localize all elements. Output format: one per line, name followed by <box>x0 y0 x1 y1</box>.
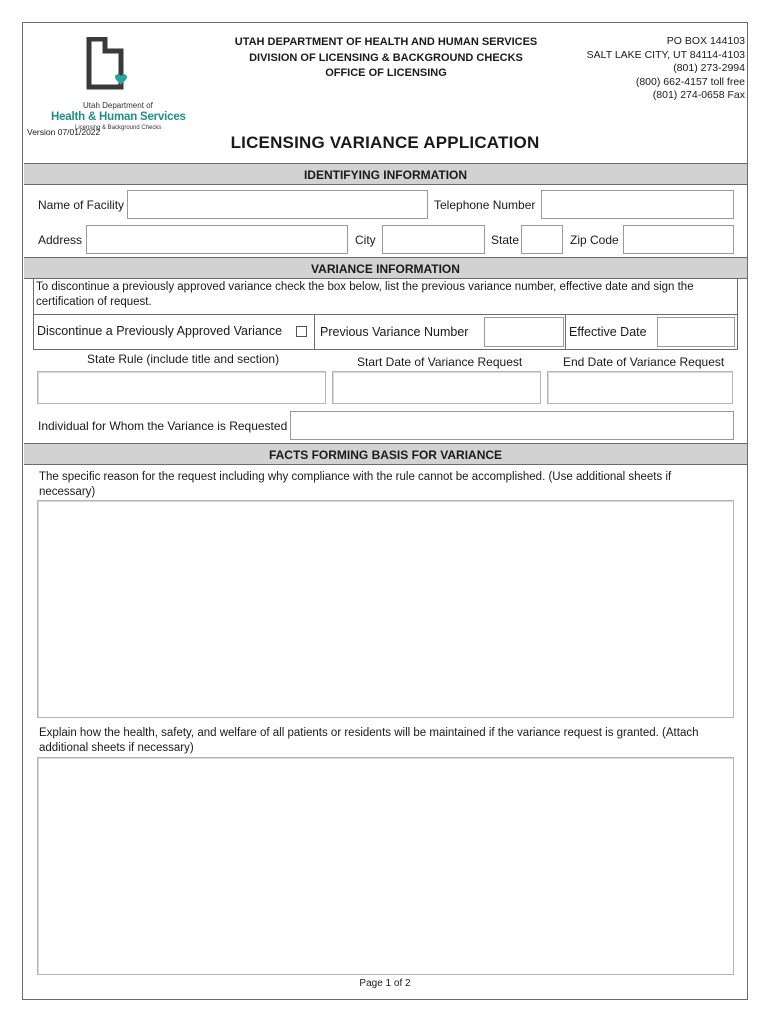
state-label: State <box>491 233 520 247</box>
address-line-1: PO BOX 144103 <box>666 35 745 47</box>
mailing-address <box>587 35 745 103</box>
address-line-3: (801) 273-2994 <box>673 62 745 74</box>
divider-2 <box>565 315 566 349</box>
discontinue-label: Discontinue a Previously Approved Variance <box>37 324 283 338</box>
zip-input[interactable] <box>623 225 734 254</box>
city-label: City <box>355 233 376 247</box>
individual-label: Individual for Whom the Variance is Requested <box>38 419 288 433</box>
facility-label: Name of Facility <box>38 198 125 212</box>
reason-prompt: The specific reason for the request including why compliance with the rule cannot be accomplished. (Use additional sheets if necessary) <box>39 471 672 498</box>
header-line-1: UTAH DEPARTMENT OF HEALTH AND HUMAN SERVICES <box>234 36 538 48</box>
header-line-3: OFFICE OF LICENSING <box>325 67 447 79</box>
agency-header <box>193 35 579 82</box>
address-input[interactable] <box>86 225 348 254</box>
dhhs-logo <box>37 37 197 137</box>
logo-line-1: Utah Department of <box>83 101 153 110</box>
box-mid-border <box>33 314 738 315</box>
variance-section-header: VARIANCE INFORMATION <box>24 257 747 279</box>
start-date-input[interactable] <box>332 371 541 404</box>
address-label: Address <box>38 233 83 247</box>
zip-label: Zip Code <box>570 233 619 247</box>
address-line-2: SALT LAKE CITY, UT 84114-4103 <box>586 48 745 61</box>
welfare-prompt: Explain how the health, safety, and welfare of all patients or residents will be maintained if the variance request is granted. (Attach additional sheets if necessary) <box>39 727 699 754</box>
address-line-4: (800) 662-4157 toll free <box>635 75 745 88</box>
address-line-5: (801) 274-0658 Fax <box>652 89 745 101</box>
divider-1 <box>314 315 315 349</box>
telephone-input[interactable] <box>541 190 734 219</box>
end-date-input[interactable] <box>547 371 733 404</box>
start-date-label: Start Date of Variance Request <box>357 355 523 369</box>
page-number: Page 1 of 2 <box>359 978 411 989</box>
page-title: LICENSING VARIANCE APPLICATION <box>230 133 540 152</box>
form-page <box>22 22 748 1000</box>
logo-line-3: Licensing & Background Checks <box>75 125 162 131</box>
telephone-label: Telephone Number <box>434 198 536 212</box>
state-input[interactable] <box>521 225 563 254</box>
reason-textarea[interactable] <box>37 500 734 718</box>
logo-line-2: Health & Human Services <box>51 111 186 123</box>
previous-number-input[interactable] <box>484 317 564 347</box>
state-rule-input[interactable] <box>37 371 326 404</box>
welfare-textarea[interactable] <box>37 757 734 975</box>
state-rule-label: State Rule (include title and section) <box>87 352 280 366</box>
individual-input[interactable] <box>290 411 734 440</box>
effective-date-input[interactable] <box>657 317 735 347</box>
header-line-2: DIVISION OF LICENSING & BACKGROUND CHECKS <box>249 51 523 64</box>
identifying-section-header: IDENTIFYING INFORMATION <box>24 163 747 185</box>
end-date-label: End Date of Variance Request <box>563 355 725 369</box>
box-bottom-border <box>33 349 738 350</box>
facts-section-header: FACTS FORMING BASIS FOR VARIANCE <box>24 443 747 465</box>
discontinue-checkbox[interactable] <box>296 326 307 337</box>
previous-number-label: Previous Variance Number <box>320 325 469 339</box>
city-input[interactable] <box>382 225 485 254</box>
discontinue-instructions: To discontinue a previously approved variance check the box below, list the previous variance number, effective date and sign the certification of request. <box>36 281 694 308</box>
effective-date-label: Effective Date <box>569 325 647 339</box>
utah-state-outline-icon <box>81 37 141 93</box>
version-label: Version 07/01/2022 <box>27 127 101 137</box>
facility-name-input[interactable] <box>127 190 428 219</box>
